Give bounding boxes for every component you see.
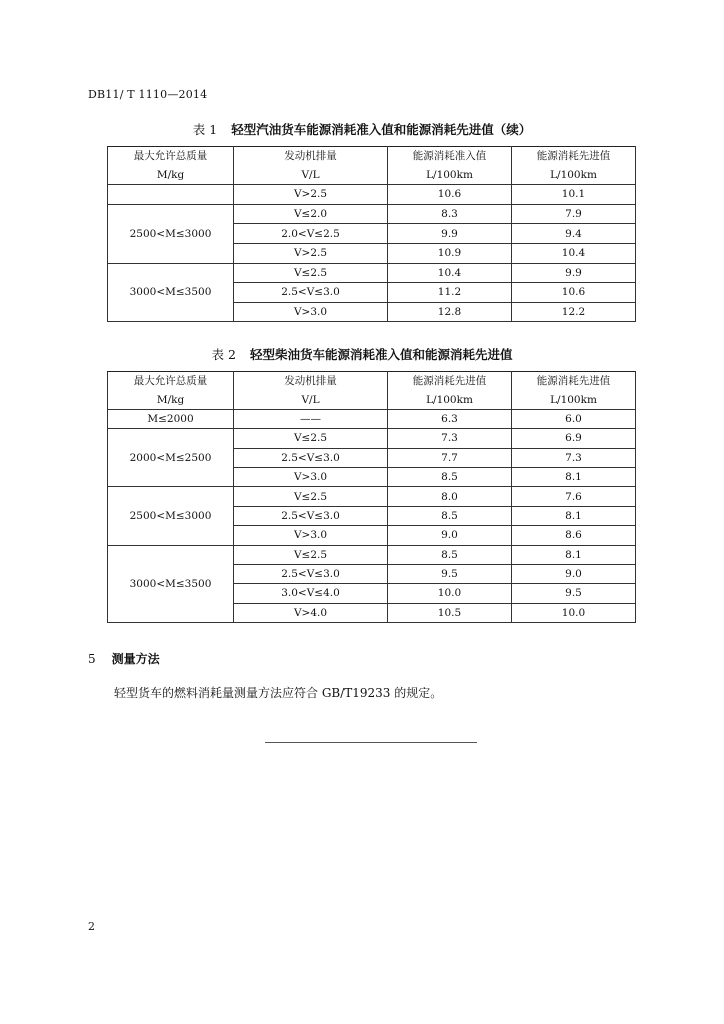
value-cell: 10.4 (388, 263, 512, 283)
end-line (265, 742, 477, 743)
column-header: 能源消耗先进值 (512, 372, 636, 391)
displacement-cell: 2.5<V≤3.0 (234, 506, 388, 525)
displacement-cell: 2.5<V≤3.0 (234, 448, 388, 467)
mass-range-cell: 2500<M≤3000 (108, 204, 234, 263)
value-cell: 10.0 (512, 603, 636, 622)
value-cell: 10.6 (512, 283, 636, 303)
value-cell: 8.5 (388, 506, 512, 525)
value-cell: 8.1 (512, 545, 636, 564)
value-cell: 7.6 (512, 487, 636, 506)
mass-range-cell: 2500<M≤3000 (108, 487, 234, 545)
value-cell: 8.3 (388, 204, 512, 224)
displacement-cell: 3.0<V≤4.0 (234, 584, 388, 603)
mass-range-cell: 2000<M≤2500 (108, 429, 234, 487)
table1-body (108, 147, 636, 322)
value-cell: 11.2 (388, 283, 512, 303)
displacement-cell: V≤2.0 (234, 204, 388, 224)
column-header: 发动机排量 (234, 372, 388, 391)
displacement-cell: V≤2.5 (234, 429, 388, 448)
table1 (107, 146, 636, 322)
displacement-cell: 2.5<V≤3.0 (234, 564, 388, 583)
value-cell: 6.0 (512, 409, 636, 428)
displacement-cell: V>3.0 (234, 467, 388, 486)
document-code: DB11/ T 1110—2014 (88, 88, 208, 101)
section-number: 5 (88, 652, 96, 666)
displacement-cell: V>3.0 (234, 302, 388, 322)
value-cell: 8.5 (388, 467, 512, 486)
table1-caption-number: 表 1 (192, 122, 218, 137)
column-unit: L/100km (388, 390, 512, 409)
value-cell: 10.1 (512, 185, 636, 205)
value-cell: 7.3 (512, 448, 636, 467)
column-unit: V/L (234, 390, 388, 409)
table1-caption (0, 120, 724, 138)
header-row (108, 147, 636, 166)
header-unit-row (108, 166, 636, 185)
column-unit: M/kg (108, 390, 234, 409)
column-unit: L/100km (512, 390, 636, 409)
table2 (107, 371, 636, 623)
value-cell: 10.6 (388, 185, 512, 205)
value-cell: 8.1 (512, 506, 636, 525)
value-cell: 9.9 (512, 263, 636, 283)
value-cell: 6.9 (512, 429, 636, 448)
value-cell: 9.5 (512, 584, 636, 603)
column-header: 能源消耗准入值 (388, 147, 512, 166)
table2-body (108, 372, 636, 623)
mass-range-cell: M≤2000 (108, 409, 234, 428)
value-cell: 7.7 (388, 448, 512, 467)
displacement-cell: V>3.0 (234, 526, 388, 545)
column-header: 最大允许总质量 (108, 147, 234, 166)
value-cell: 9.0 (512, 564, 636, 583)
value-cell: 9.5 (388, 564, 512, 583)
displacement-cell: V≤2.5 (234, 263, 388, 283)
table-row (108, 545, 636, 564)
value-cell: 9.9 (388, 224, 512, 244)
value-cell: 12.8 (388, 302, 512, 322)
value-cell: 8.1 (512, 467, 636, 486)
page-number: 2 (88, 920, 95, 933)
column-header: 最大允许总质量 (108, 372, 234, 391)
value-cell: 9.0 (388, 526, 512, 545)
value-cell: 10.5 (388, 603, 512, 622)
table2-caption-title: 轻型柴油货车能源消耗准入值和能源消耗先进值 (249, 347, 513, 362)
table-row (108, 409, 636, 428)
section-title: 测量方法 (111, 652, 160, 666)
table-row (108, 204, 636, 224)
value-cell: 9.4 (512, 224, 636, 244)
value-cell: 10.9 (388, 243, 512, 263)
displacement-cell: V≤2.5 (234, 545, 388, 564)
value-cell: 8.5 (388, 545, 512, 564)
mass-range-cell: 3000<M≤3500 (108, 263, 234, 322)
column-header: 发动机排量 (234, 147, 388, 166)
displacement-cell: 2.0<V≤2.5 (234, 224, 388, 244)
value-cell: 12.2 (512, 302, 636, 322)
value-cell: 6.3 (388, 409, 512, 428)
section-heading (88, 650, 160, 667)
value-cell: 7.9 (512, 204, 636, 224)
displacement-cell: V>2.5 (234, 243, 388, 263)
displacement-cell: V>2.5 (234, 185, 388, 205)
header-row (108, 372, 636, 391)
mass-range-cell (108, 185, 234, 205)
table-row (108, 185, 636, 205)
table-row (108, 263, 636, 283)
table2-caption-number: 表 2 (211, 347, 236, 362)
mass-range-cell: 3000<M≤3500 (108, 545, 234, 623)
displacement-cell: 2.5<V≤3.0 (234, 283, 388, 303)
column-unit: M/kg (108, 166, 234, 185)
value-cell: 10.0 (388, 584, 512, 603)
displacement-cell: V≤2.5 (234, 487, 388, 506)
value-cell: 8.6 (512, 526, 636, 545)
table-row (108, 429, 636, 448)
column-unit: L/100km (512, 166, 636, 185)
table1-caption-title: 轻型汽油货车能源消耗准入值和能源消耗先进值（续） (231, 122, 532, 137)
displacement-cell: —— (234, 409, 388, 428)
displacement-cell: V>4.0 (234, 603, 388, 622)
table-row (108, 487, 636, 506)
value-cell: 7.3 (388, 429, 512, 448)
value-cell: 8.0 (388, 487, 512, 506)
column-unit: L/100km (388, 166, 512, 185)
section-paragraph: 轻型货车的燃料消耗量测量方法应符合 GB/T19233 的规定。 (114, 686, 443, 700)
column-header: 能源消耗先进值 (388, 372, 512, 391)
column-unit: V/L (234, 166, 388, 185)
column-header: 能源消耗先进值 (512, 147, 636, 166)
table2-caption (0, 345, 724, 363)
header-unit-row (108, 390, 636, 409)
value-cell: 10.4 (512, 243, 636, 263)
